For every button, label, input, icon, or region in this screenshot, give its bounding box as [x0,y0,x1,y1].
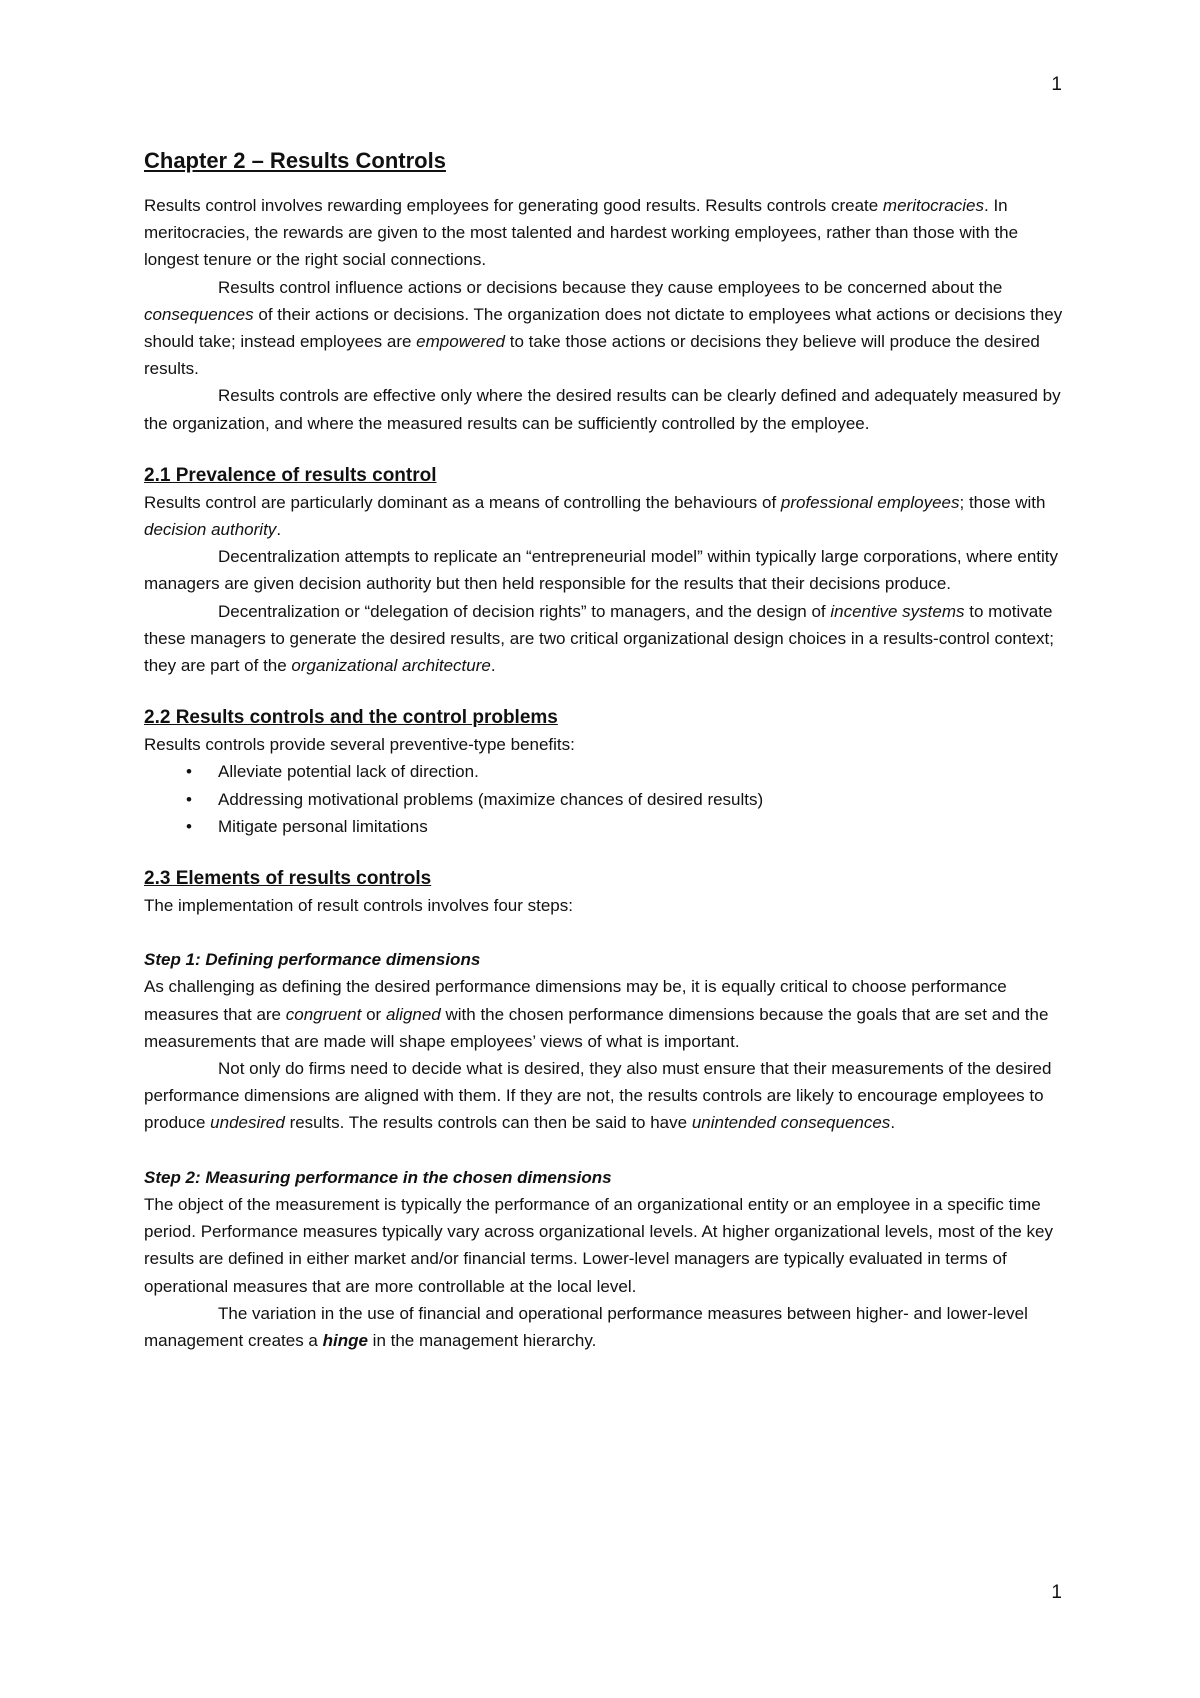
bullet-icon: • [186,816,192,836]
list-item: • Addressing motivational problems (maximize chances of desired results) [144,786,1064,813]
list-item: • Mitigate personal limitations [144,813,1064,840]
benefits-list [144,758,1064,840]
section-heading-2-3: 2.3 Elements of results controls [144,868,432,890]
section-2-3-intro: The implementation of result controls involves four steps: [144,896,573,916]
intro-paragraph-1: Results control involves rewarding employees for generating good results. Results controls create meritocracies. In meritocracies, the rewards are given to the most talented and hardest working employees, rather than those with the longest tenure or the right social connections. [144,196,1019,270]
section-2-1-paragraph-1: Results control are particularly dominant as a means of controlling the behaviours of professional employees; those with decision authority. [144,492,1046,540]
step-2-paragraph-2: The variation in the use of financial and operational performance measures between higher- and lower-level management creates a hinge in the management hierarchy. [144,1303,1028,1350]
document-body [144,144,1064,1354]
page-number-bottom: 1 [1051,1582,1062,1603]
step-1-paragraph-2: Not only do firms need to decide what is desired, they also must ensure that their measurements of the desired performance dimensions are aligned with them. If they are not, the results controls are likely to encourage employees to produce undesired results. The results controls can then be said to have unintended consequences. [144,1059,1052,1133]
intro-paragraph-3: Results controls are effective only where the desired results can be clearly defined and adequately measured by the organization, and where the measured results can be sufficiently controlled by the employee. [144,386,1061,433]
chapter-title: Chapter 2 – Results Controls [144,148,446,173]
step-2-heading: Step 2: Measuring performance in the chosen dimensions [144,1167,612,1187]
page-number-top: 1 [1051,74,1062,95]
step-2-paragraph-1: The object of the measurement is typically the performance of an organizational entity or an employee in a specific time period. Performance measures typically vary across organizational levels. At higher organizational levels, most of the key results are defined in either market and/or financial terms. Lower-level managers are typically evaluated in terms of operational measures that are more controllable at the local level. [144,1194,1053,1296]
section-2-1-paragraph-2: Decentralization attempts to replicate an “entrepreneurial model” within typically large corporations, where entity managers are given decision authority but then held responsible for the results that their decisions produce. [144,547,1059,594]
bullet-icon: • [186,762,192,782]
bullet-icon: • [186,789,192,809]
list-item: • Alleviate potential lack of direction. [144,758,1064,785]
section-heading-2-2: 2.2 Results controls and the control problems [144,707,558,729]
section-heading-2-1: 2.1 Prevalence of results control [144,464,437,486]
step-1-paragraph-1: As challenging as defining the desired performance dimensions may be, it is equally critical to choose performance measures that are congruent or aligned with the chosen performance dimensions because the goals that are set and the measurements that are made will shape employees’ views of what is important. [144,977,1049,1051]
step-1-heading: Step 1: Defining performance dimensions [144,950,481,970]
section-2-1-paragraph-3: Decentralization or “delegation of decision rights” to managers, and the design of incentive systems to motivate these managers to generate the desired results, are two critical organizational design choices in a results-control context; they are part of the organizational architecture. [144,601,1054,676]
section-2-2-intro: Results controls provide several preventive-type benefits: [144,735,575,755]
intro-paragraph-2: Results control influence actions or decisions because they cause employees to be concerned about the consequences of their actions or decisions. The organization does not dictate to employees what actions or decisions they should take; instead employees are empowered to take those actions or decisions they believe will produce the desired results. [144,277,1063,379]
